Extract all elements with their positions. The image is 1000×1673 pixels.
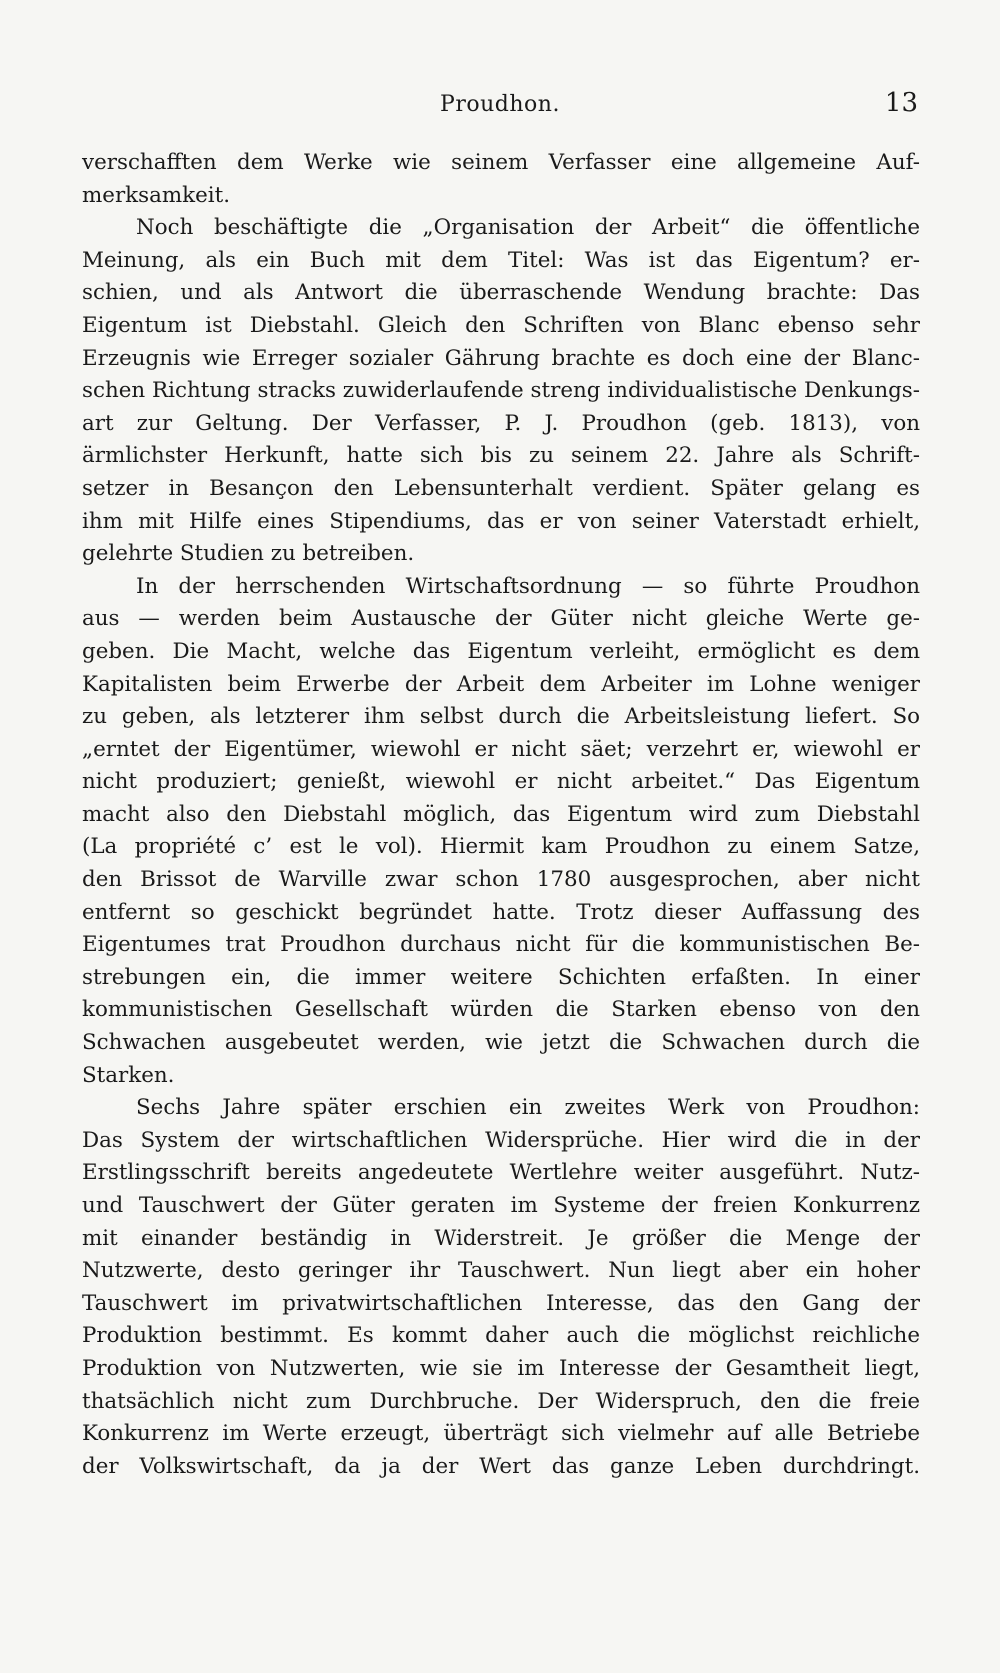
- text-line: aus — werden beim Austausche der Güter nicht gleiche Werte ge-: [82, 606, 920, 632]
- text-line: Tauschwert im privatwirtschaftlichen Interesse, das den Gang der: [82, 1290, 920, 1316]
- text-line: (La propriété c’ est le vol). Hiermit kam Proudhon zu einem Satze,: [82, 834, 920, 860]
- text-line: art zur Geltung. Der Verfasser, P. J. Proudhon (geb. 1813), von: [82, 410, 920, 436]
- paragraph: [82, 571, 920, 1093]
- text-line: verschafften dem Werke wie seinem Verfasser eine allgemeine Auf-: [82, 150, 920, 175]
- paragraph: [82, 212, 920, 571]
- running-head: [82, 86, 918, 126]
- text-line: ihm mit Hilfe eines Stipendiums, das er von seiner Vaterstadt erhielt,: [82, 508, 920, 534]
- text-line: strebungen ein, die immer weitere Schichten erfaßten. In einer: [82, 964, 920, 990]
- text-line: macht also den Diebstahl möglich, das Eigentum wird zum Diebstahl: [82, 801, 920, 827]
- text-line: Noch beschäftigte die „Organisation der Arbeit“ die öffentliche: [136, 215, 920, 241]
- text-line: Eigentumes trat Proudhon durchaus nicht für die kommunistischen Be-: [82, 932, 920, 958]
- text-line: Nutzwerte, desto geringer ihr Tauschwert. Nun liegt aber ein hoher: [82, 1258, 920, 1284]
- text-line: Eigentum ist Diebstahl. Gleich den Schriften von Blanc ebenso sehr: [82, 312, 920, 338]
- text-line: nicht produziert; genießt, wiewohl er nicht arbeitet.“ Das Eigentum: [82, 769, 920, 795]
- text-line: Schwachen ausgebeutet werden, wie jetzt die Schwachen durch die: [82, 1030, 920, 1056]
- text-line: geben. Die Macht, welche das Eigentum verleiht, ermöglicht es dem: [82, 638, 920, 664]
- text-line: kommunistischen Gesellschaft würden die Starken ebenso von den: [82, 997, 920, 1023]
- text-line: und Tauschwert der Güter geraten im Systeme der freien Konkurrenz: [82, 1193, 920, 1218]
- body-text: [82, 147, 920, 1483]
- text-line: merksamkeit.: [82, 182, 231, 208]
- text-line: zu geben, als letzterer ihm selbst durch die Arbeitsleistung liefert. So: [82, 704, 920, 730]
- paragraph: [82, 147, 920, 212]
- text-line: entfernt so geschickt begründet hatte. Trotz dieser Auffassung des: [82, 899, 920, 925]
- text-line: Erstlingsschrift bereits angedeutete Wertlehre weiter ausgeführt. Nutz-: [82, 1160, 920, 1186]
- text-line: „erntet der Eigentümer, wiewohl er nicht säet; verzehrt er, wiewohl er: [82, 736, 920, 762]
- running-title: Proudhon.: [440, 92, 560, 117]
- text-line: Starken.: [82, 1062, 175, 1088]
- text-line: Sechs Jahre später erschien ein zweites Werk von Proudhon:: [136, 1095, 920, 1121]
- text-line: setzer in Besançon den Lebensunterhalt verdient. Später gelang es: [82, 475, 920, 501]
- text-line: ärmlichster Herkunft, hatte sich bis zu seinem 22. Jahre als Schrift-: [82, 443, 920, 469]
- text-line: Konkurrenz im Werte erzeugt, überträgt sich vielmehr auf alle Betriebe: [82, 1421, 920, 1447]
- text-line: In der herrschenden Wirtschaftsordnung — so führte Proudhon: [136, 573, 920, 599]
- text-line: der Volkswirtschaft, da ja der Wert das ganze Leben durchdringt.: [82, 1453, 920, 1479]
- text-line: Kapitalisten beim Erwerbe der Arbeit dem Arbeiter im Lohne weniger: [82, 671, 920, 697]
- paragraph: [82, 1092, 920, 1483]
- text-line: gelehrte Studien zu betreiben.: [82, 541, 415, 567]
- text-line: schen Richtung stracks zuwiderlaufende streng individualistische Denkungs-: [82, 378, 920, 404]
- text-line: Das System der wirtschaftlichen Widersprüche. Hier wird die in der: [82, 1127, 920, 1153]
- text-line: Produktion bestimmt. Es kommt daher auch die möglichst reichliche: [82, 1323, 920, 1349]
- text-line: thatsächlich nicht zum Durchbruche. Der Widerspruch, den die freie: [82, 1388, 920, 1414]
- text-line: Meinung, als ein Buch mit dem Titel: Was ist das Eigentum? er-: [82, 247, 920, 273]
- text-line: Produktion von Nutzwerten, wie sie im Interesse der Gesamtheit liegt,: [82, 1355, 920, 1381]
- text-line: mit einander beständig in Widerstreit. Je größer die Menge der: [82, 1225, 920, 1251]
- text-line: schien, und als Antwort die überraschende Wendung brachte: Das: [82, 280, 920, 306]
- page-number: 13: [884, 88, 918, 118]
- text-line: Erzeugnis wie Erreger sozialer Gährung brachte es doch eine der Blanc-: [82, 345, 920, 371]
- text-line: den Brissot de Warville zwar schon 1780 ausgesprochen, aber nicht: [82, 867, 920, 893]
